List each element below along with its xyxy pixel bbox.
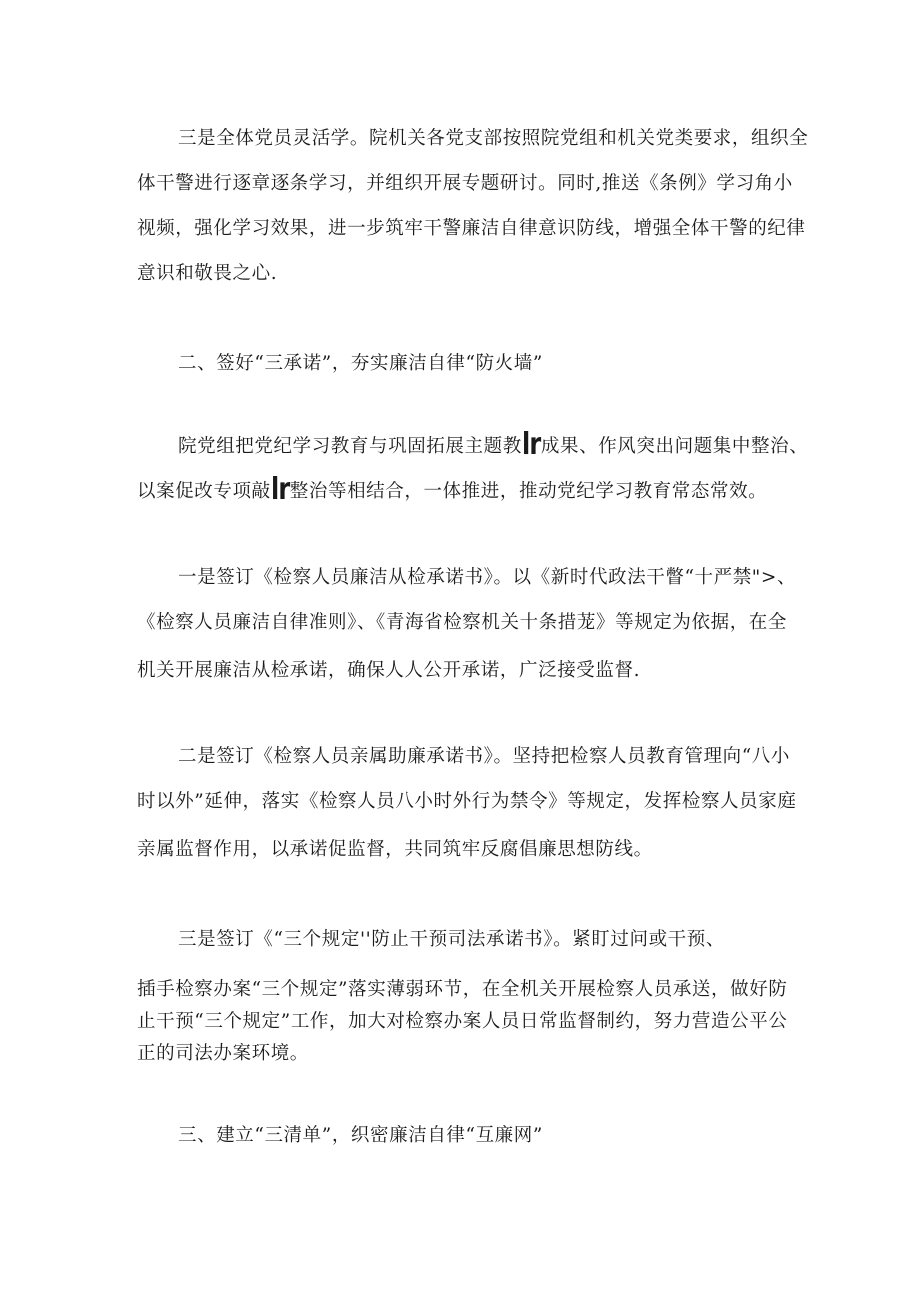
paragraph-line: 三是签订《“三个规定''防止干预司法承诺书》。紧盯过问或干预、 <box>178 929 725 950</box>
paragraph-line: 体干警进行逐章逐条学习，并组织开展专题研讨。同时,推送《条例》学习角小 <box>137 173 793 194</box>
paragraph-line: 三是全体党员灵活学。院机关各党支部按照院党组和机关党类要求，组织全 <box>178 128 809 149</box>
paragraph-line: 时以外”延伸，落实《检察人员八小时外行为禁令》等规定，发挥检察人员家庭 <box>137 791 797 812</box>
text-segment: 成果、作风突出问题集中整治、 <box>540 436 809 457</box>
paragraph-line: 机关开展廉洁从检承诺，确保人人公开承诺，广泛接受监督. <box>137 660 641 681</box>
text-segment: 院党组把党纪学习教育与巩固拓展主题教 <box>178 436 522 457</box>
text-segment: 以案促改专项敲 <box>137 481 271 502</box>
paragraph-line: 亲属监督作用，以承诺促监督，共同筑牢反腐倡廉思想防线。 <box>137 839 653 860</box>
paragraph-line: 止干预“三个规定”工作，加大对检察办案人员日常监督制约，努力营造公平公 <box>137 1011 788 1032</box>
paragraph-line: 《检察人员廉洁自律准则》、《青海省检察机关十条措茏》等规定为依据，在全 <box>137 612 788 633</box>
paragraph-line <box>178 427 809 462</box>
paragraph-line: 正的司法办案环境。 <box>137 1043 309 1064</box>
ocr-artifact: lr <box>270 472 290 507</box>
paragraph-line: 意识和敬畏之心. <box>137 263 278 284</box>
paragraph-line: 一是签订《检察人员廉洁从检承诺书》。以《新时代政法干瞥“十严禁">、 <box>178 567 797 588</box>
text-segment: 整治等相结合，一体推进，推动党纪学习教育常态常效。 <box>289 481 768 502</box>
paragraph-line <box>137 472 768 507</box>
ocr-artifact: lr <box>521 427 541 462</box>
paragraph-line: 插手检察办案“三个规定”落实薄弱环节，在全机关开展检察人员承送，做好防 <box>137 979 788 1000</box>
paragraph-line: 视频，强化学习效果，进一步筑牢干警廉洁自律意识防线，增强全体干警的纪律 <box>137 218 806 239</box>
paragraph-line: 二是签订《检察人员亲属助廉承诺书》。坚持把检察人员教育管理向“八小 <box>178 746 791 767</box>
section-heading: 三、建立“三清单”，织密廉洁自律“互廉网” <box>178 1125 543 1146</box>
section-heading: 二、签好“三承诺”，夯实廉洁自律“防火墙” <box>178 353 543 374</box>
